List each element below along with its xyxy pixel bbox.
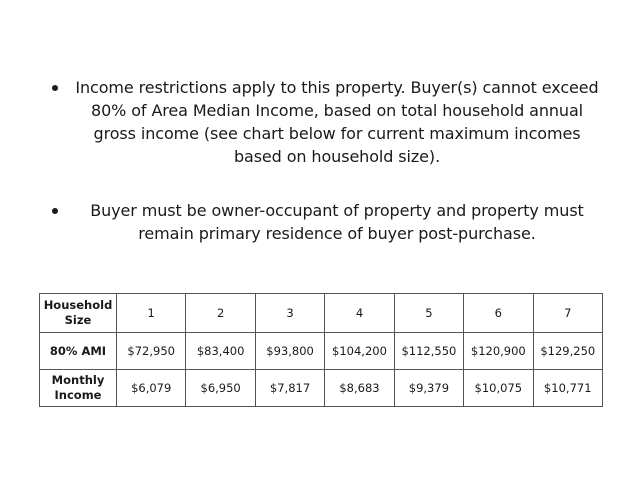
table-cell: $8,683 (325, 370, 394, 407)
table-row-ami (40, 333, 603, 370)
bullet-text: Income restrictions apply to this property. Buyer(s) cannot exceed 80% of Area Median Income, based on total household annual gross income (see chart below for current maximum incomes based on household size). (75, 78, 599, 166)
table-cell: $83,400 (186, 333, 255, 370)
table-cell: $10,075 (464, 370, 533, 407)
table-cell: $112,550 (394, 333, 463, 370)
income-limits-table (39, 293, 603, 407)
table-cell: 7 (533, 294, 602, 333)
table-cell: $72,950 (117, 333, 186, 370)
table-cell: $6,079 (117, 370, 186, 407)
row-header: Household Size (40, 294, 117, 333)
table-cell: 6 (464, 294, 533, 333)
table-cell: 4 (325, 294, 394, 333)
table-cell: $120,900 (464, 333, 533, 370)
table-cell: $9,379 (394, 370, 463, 407)
row-header: 80% AMI (40, 333, 117, 370)
table-cell: $7,817 (255, 370, 324, 407)
table-cell: 1 (117, 294, 186, 333)
bullet-dot-icon (52, 208, 58, 214)
table-cell: 2 (186, 294, 255, 333)
bullet-item-income-restrictions (48, 76, 604, 168)
table-row-household-size (40, 294, 603, 333)
row-header: Monthly Income (40, 370, 117, 407)
table-cell: $6,950 (186, 370, 255, 407)
table-cell: $104,200 (325, 333, 394, 370)
bullet-item-owner-occupant (48, 199, 604, 245)
table-cell: $129,250 (533, 333, 602, 370)
table-cell: $93,800 (255, 333, 324, 370)
table-cell: $10,771 (533, 370, 602, 407)
table-row-monthly-income (40, 370, 603, 407)
bullet-dot-icon (52, 85, 58, 91)
table-cell: 5 (394, 294, 463, 333)
bullet-list (48, 76, 604, 245)
table-cell: 3 (255, 294, 324, 333)
bullet-text: Buyer must be owner-occupant of property and property must remain primary residence of buyer post-purchase. (90, 201, 584, 243)
